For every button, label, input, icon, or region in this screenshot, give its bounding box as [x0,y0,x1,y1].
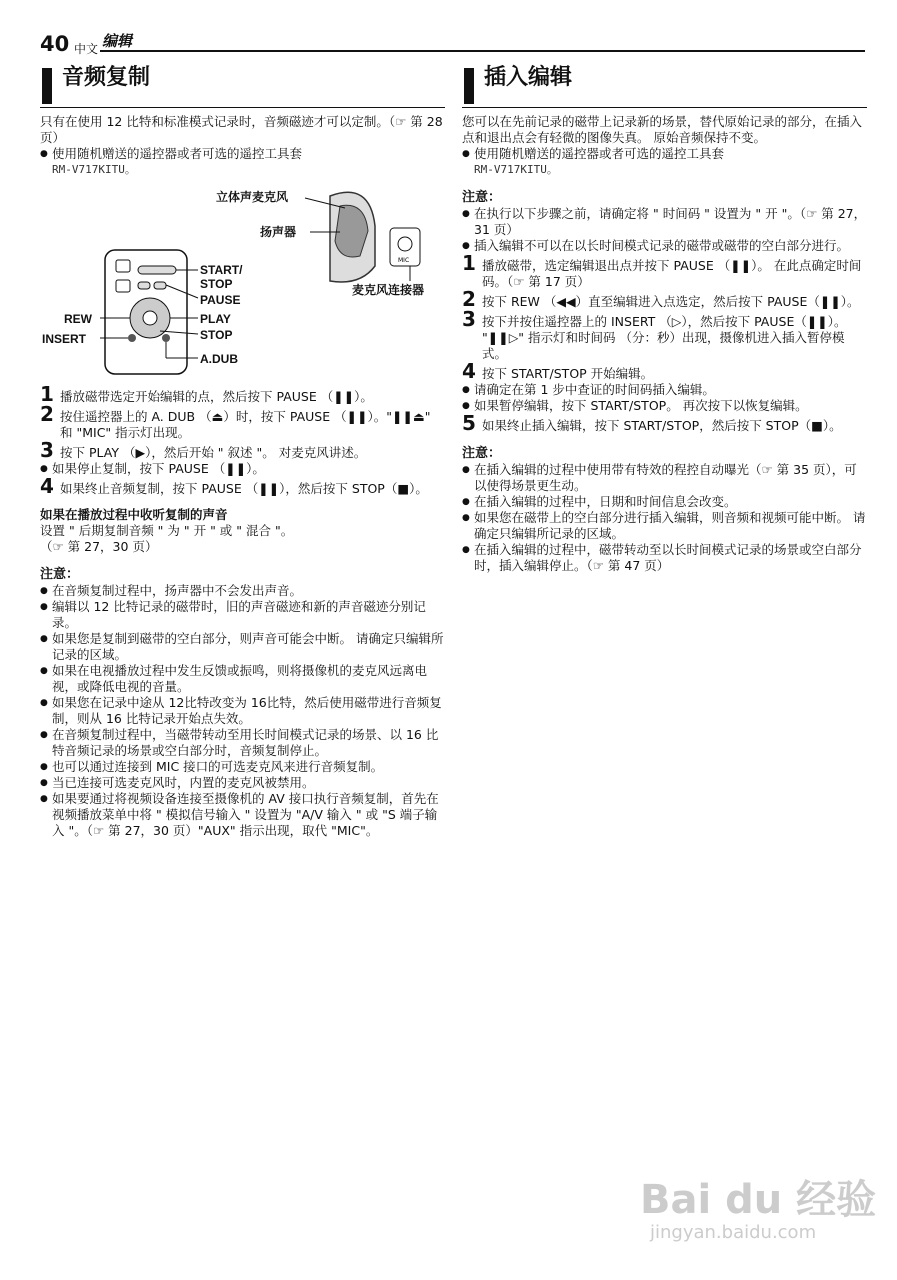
step-5: 5 如果终止插入编辑，按下 START/STOP，然后按下 STOP（■）。 [462,411,842,435]
listen-text: 设置 " 后期复制音频 " 为 " 开 " 或 " 混合 "。 [40,523,294,538]
heading-rule [40,107,445,108]
note-item: ● 在插入编辑的过程中，磁带转动至以长时间模式记录的场景或空白部分时，插入编辑停止。（☞ 第 47 页） [462,542,867,574]
section-label: 编辑 [102,32,133,50]
note-item: ● 当已连接可选麦克风时，内置的麦克风被禁用。 [40,775,445,791]
pre-note-item: ● 在执行以下步骤之前，请确定将 " 时间码 " 设置为 " 开 "。（☞ 第 27，31 页） [462,206,867,238]
pause-label: PAUSE [200,293,241,307]
pre-notes-title: 注意： [462,190,502,205]
remote-model: RM-V717KITU。 [474,163,558,176]
language-label: 中文 [74,42,99,56]
key-b [154,282,166,289]
insert-label: INSERT [42,332,87,346]
remote-w-button [116,280,130,292]
remote-bullet: ● 使用随机赠送的遥控器或者可选的遥控工具套 [40,146,445,162]
dpad-center [143,311,157,325]
key-a [138,282,150,289]
audio-dubbing-column [40,66,445,839]
note-item: ● 在插入编辑的过程中使用带有特效的程控自动曝光（☞ 第 35 页），可以使得场景更生动。 [462,462,867,494]
step-3: 3 按下 PLAY （▶），然后开始 " 叙述 "。 对麦克风讲述。 [40,438,367,462]
note-item: ● 在插入编辑的过程中，日期和时间信息会改变。 [462,494,867,510]
remote-bullet: ● 使用随机赠送的遥控器或者可选的遥控工具套 [462,146,867,162]
play-label: PLAY [200,312,231,326]
intro-text: 只有在使用 12 比特和标准模式记录时，音频磁迹才可以定制。（☞ 第 28 页） [40,114,443,145]
step-4: 4 如果终止音频复制，按下 PAUSE （❚❚），然后按下 STOP（■）。 [40,474,428,498]
note-item: ● 如果您在记录中途从 12比特改变为 16比特，然后使用磁带进行音频复制，则从 16 比特记录开始点失效。 [40,695,445,727]
speaker-label: 扬声器 [260,225,297,239]
page-header [40,30,865,54]
note-item: ● 在音频复制过程中，当磁带转动至用长时间模式记录的场景、以 16 比特音频记录的场景或空白部分时，音频复制停止。 [40,727,445,759]
heading-bar [42,68,52,104]
watermark-brand: Bai du 经验 [640,1177,877,1223]
heading-title: 音频复制 [62,65,151,90]
heading-rule [462,107,867,108]
insert-editing-column [462,66,867,574]
adub-label: A.DUB [200,352,238,366]
mic-connector-label: 麦克风连接器 [352,283,425,297]
step4-bullet: ● 请确定在第 1 步中查证的时间码插入编辑。 [462,382,867,398]
start-stop-key [138,266,176,274]
header-rule [100,50,865,52]
step-1: 1 播放磁带选定开始编辑的点，然后按下 PAUSE （❚❚）。 [40,382,373,406]
note-item: ● 如果您是复制到磁带的空白部分，则声音可能会中断。 请确定只编辑所记录的区域。 [40,631,445,663]
remote-illustration [40,186,445,381]
stereo-mic-label: 立体声麦克风 [216,190,289,204]
insert-editing-heading [462,66,867,106]
note-item: ● 编辑以 12 比特记录的磁带时，旧的声音磁迹和新的声音磁迹分别记录。 [40,599,445,631]
page-number: 40 [40,32,70,56]
heading-bar [464,68,474,104]
remote-model: RM-V717KITU。 [52,163,136,176]
watermark-url: jingyan.baidu.com [650,1222,817,1243]
mic-jack-label: MIC [398,257,410,264]
pre-note-item: ● 插入编辑不可以在以长时间模式记录的磁带或磁带的空白部分进行。 [462,238,867,254]
note-item: ● 也可以通过连接到 MIC 接口的可选麦克风来进行音频复制。 [40,759,445,775]
baidu-watermark [640,1160,880,1260]
rew-label: REW [64,312,92,326]
step-2: 2 按下 REW （◀◀）直至编辑进入点选定，然后按下 PAUSE（❚❚）。 [462,287,860,311]
note-item: ● 如果您在磁带上的空白部分进行插入编辑，则音频和视频可能中断。 请确定只编辑所记录的区域。 [462,510,867,542]
note-item: ● 如果在电视播放过程中发生反馈或振鸣，则将摄像机的麦克风远离电视，或降低电视的音量。 [40,663,445,695]
start-stop-label: START/ STOP [200,263,243,291]
stop-dubbing-bullet: ● 如果停止复制，按下 PAUSE （❚❚）。 [40,461,445,477]
notes-title: 注意： [40,567,80,582]
listen-title: 如果在播放过程中收听复制的声音 [40,507,228,522]
listen-ref: （☞ 第 27，30 页） [40,539,158,554]
note-item: ● 如果要通过将视频设备连接至摄像机的 AV 接口执行音频复制，首先在视频播放菜单中将 " 模拟信号输入 " 设置为 "A/V 输入 " 或 "S 端子输入 "。（☞ 第 27，30 页）"AUX" 指示出现，取代 "MIC"。 [40,791,445,839]
insert-key [128,334,136,342]
step-1: 1 播放磁带，选定编辑退出点并按下 PAUSE （❚❚）。 在此点确定时间码。（☞ 第 17 页） [462,251,862,289]
intro-text: 您可以在先前记录的磁带上记录新的场景，替代原始记录的部分，在插入点和退出点会有轻微的图像失真。 原始音频保持不变。 [462,114,863,145]
step4-bullet: ● 如果暂停编辑，按下 START/STOP。 再次按下以恢复编辑。 [462,398,867,414]
adub-key [162,334,170,342]
step-3: 3 按下并按住遥控器上的 INSERT （▷），然后按下 PAUSE（❚❚）。 "❚❚▷" 指示灯和时间码 （分：秒）出现，摄像机进入插入暂停模式。 [462,307,847,361]
note-item: ● 在音频复制过程中，扬声器中不会发出声音。 [40,583,445,599]
step-4: 4 按下 START/STOP 开始编辑。 [462,359,654,383]
notes-title: 注意： [462,446,502,461]
step-2: 2 按住遥控器上的 A. DUB （⏏）时，按下 PAUSE （❚❚）。"❚❚⏏" 和 "MIC" 指示灯出现。 [40,402,431,440]
stop-label: STOP [200,328,233,342]
heading-title: 插入编辑 [484,65,573,90]
audio-dubbing-heading [40,66,445,106]
remote-t-button [116,260,130,272]
